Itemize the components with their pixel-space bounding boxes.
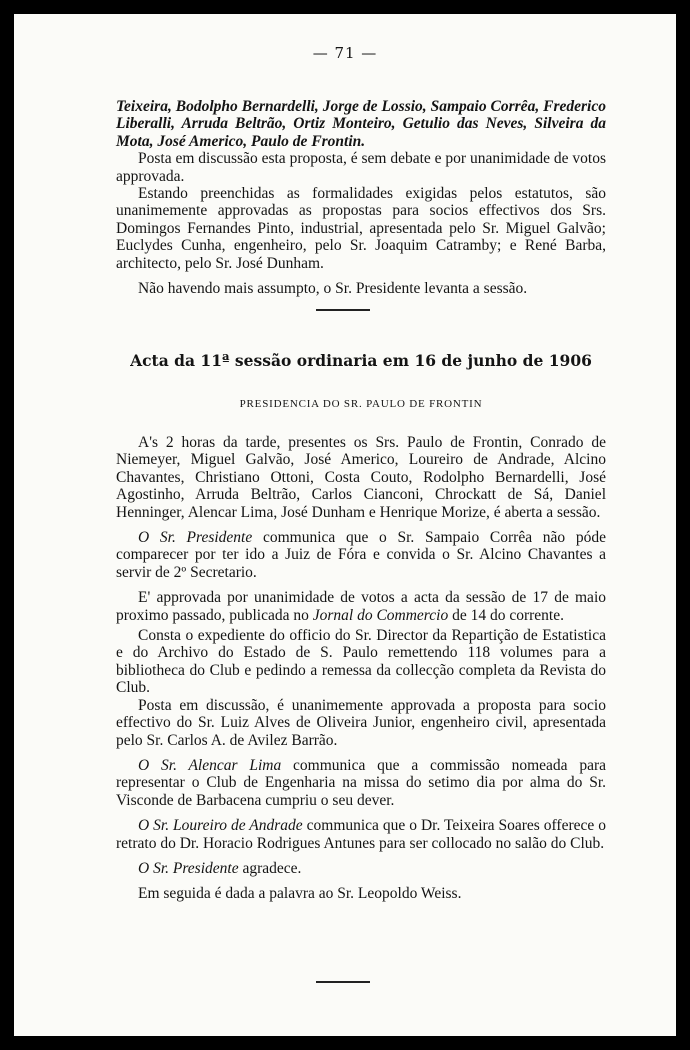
paragraph: Estando preenchidas as formalidades exigidas pelos estatutos, são unanimemente approvadas as propostas para socios effectivos dos Srs. Domingos Fernandes Pinto, industrial, apresentada pelo Sr. Miguel Galvão; Euclydes Cunha, engenheiro, pelo Sr. Joaquim Catramby; e René Barba, architecto, pelo Sr. José Dunham. xyxy=(116,185,606,272)
paragraph: Consta o expediente do officio do Sr. Director da Repartição de Estatistica e do Archivo do Estado de S. Paulo remettendo 118 volumes para a bibliotheca do Club e pedindo a remessa da collecção completa da Revista do Club. xyxy=(116,627,606,697)
paragraph xyxy=(116,757,606,809)
paragraph: Posta em discussão esta proposta, é sem debate e por unanimidade de votos approvada. xyxy=(116,150,606,185)
acta-body xyxy=(116,434,606,903)
paragraph: A's 2 horas da tarde, presentes os Srs. Paulo de Frontin, Conrado de Niemeyer, Miguel Galvão, José Americo, Loureiro de Andrade, Alcino Chavantes, Christiano Ottoni, Costa Couto, Rodolpho Bernardelli, José Agostinho, Arruda Beltrão, Carlos Cianconi, Chrockatt de Sá, Daniel Henninger, Alencar Lima, José Dunham e Henrique Morize, é aberta a sessão. xyxy=(116,434,606,521)
paragraph-text: E' approvada por unanimidade de votos a acta da sessão de 17 de maio proximo passado, publicada no xyxy=(116,589,606,624)
speaker: O Sr. Presidente xyxy=(138,859,239,877)
names-list: Teixeira, Bodolpho Bernardelli, Jorge de Lossio, Sampaio Corrêa, Frederico Liberalli, Arruda Beltrão, Ortiz Monteiro, Getulio das Neves, Silveira da Mota, José Americo, Paulo de Frontin. xyxy=(116,98,606,150)
paragraph-text: communica que o Dr. Teixeira Soares offerece o retrato do Dr. Horacio Rodrigues Antunes para ser collocado no salão do Club. xyxy=(116,817,606,852)
paragraph xyxy=(116,589,606,624)
publication-name: Jornal do Commercio xyxy=(312,606,449,624)
speaker: O Sr. Loureiro de Andrade xyxy=(138,817,303,835)
paragraph-closing: Não havendo mais assumpto, o Sr. Presidente levanta a sessão. xyxy=(138,280,528,298)
paragraph xyxy=(116,817,606,852)
page-number: — 71 — xyxy=(312,44,378,62)
paragraph-text: communica que o Sr. Sampaio Corrêa não póde comparecer por ter ido a Juiz de Fóra e convida o Sr. Alcino Chavantes a servir de 2º Secretario. xyxy=(116,529,606,581)
paragraph-text: agradece. xyxy=(238,859,302,877)
paragraph xyxy=(116,529,606,581)
paragraph: Posta em discussão, é unanimemente approvada a proposta para socio effectivo do Sr. Luiz Alves de Oliveira Junior, engenheiro civil, apresentada pelo Sr. Carlos A. de Avilez Barrão. xyxy=(116,696,606,749)
document-page xyxy=(14,14,676,1036)
paragraph-text: communica que a commissão nomeada para representar o Club de Engenharia na missa do setimo dia por alma do Sr. Visconde de Barbacena cumpriu o seu dever. xyxy=(116,756,606,809)
acta-title: Acta da 11ª sessão ordinaria em 16 de junho de 1906 xyxy=(130,351,592,370)
paragraph xyxy=(116,860,606,877)
paragraph-text: de 14 do corrente. xyxy=(448,606,564,624)
section-divider xyxy=(316,981,370,983)
speaker: O Sr. Alencar Lima xyxy=(138,756,282,774)
section-divider xyxy=(316,309,370,311)
speaker: O Sr. Presidente xyxy=(138,529,253,547)
top-section xyxy=(116,98,606,297)
presidencia-line: PRESIDENCIA DO SR. PAULO DE FRONTIN xyxy=(239,398,483,410)
paragraph: Em seguida é dada a palavra ao Sr. Leopoldo Weiss. xyxy=(138,885,462,903)
